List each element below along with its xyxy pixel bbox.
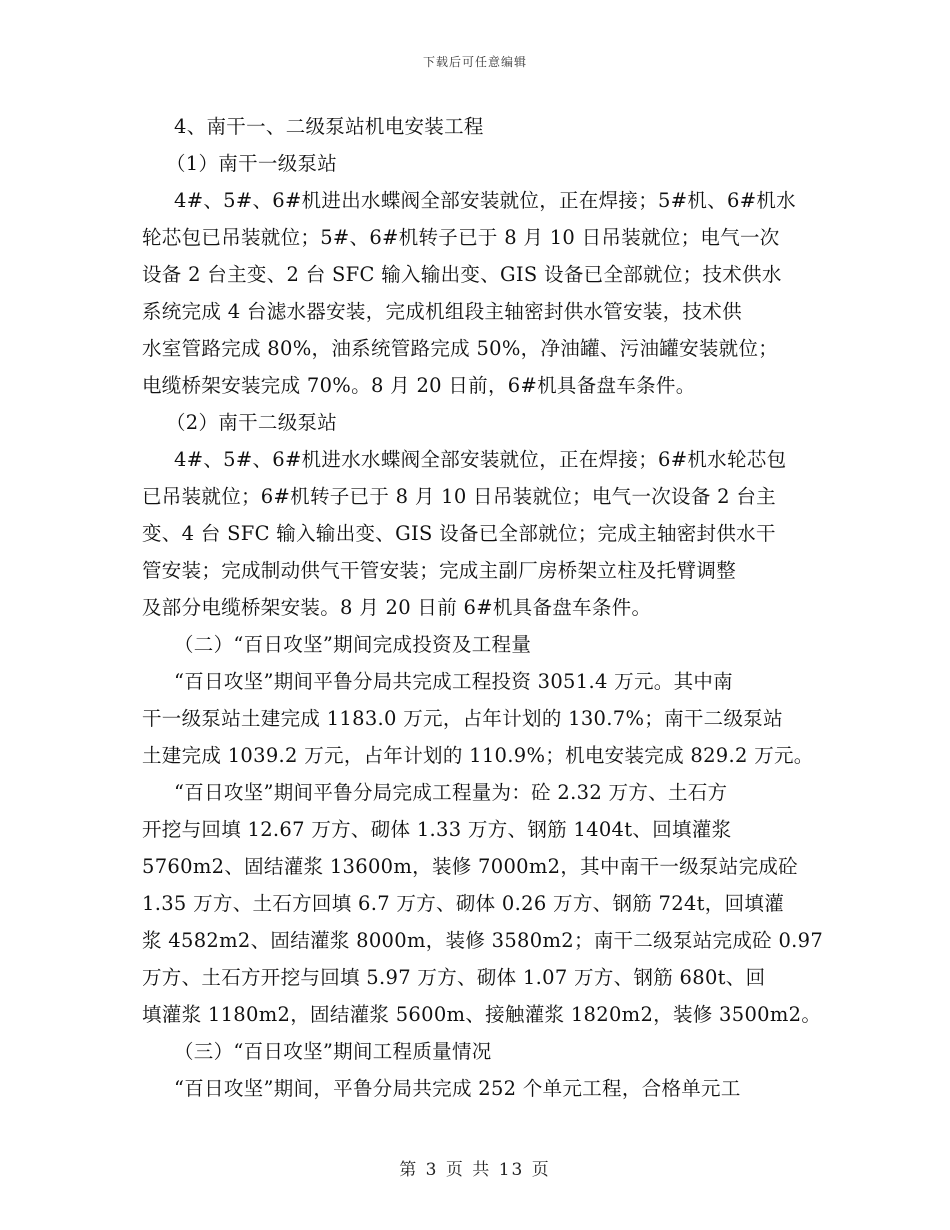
text-line: 5760m2、固结灌浆 13600m，装修 7000m2，其中南干一级泵站完成砼	[142, 855, 798, 878]
text-line: （二）“百日攻坚”期间完成投资及工程量	[174, 633, 532, 656]
document-body	[142, 108, 824, 1107]
text-line: （1）南干一级泵站	[166, 152, 338, 175]
text-line: “百日攻坚”期间，平鲁分局共完成 252 个单元工程，合格单元工	[174, 1077, 741, 1100]
text-line: 浆 4582m2、固结灌浆 8000m，装修 3580m2；南干二级泵站完成砼 0.97	[142, 929, 824, 952]
text-line: 土建完成 1039.2 万元，占年计划的 110.9%；机电安装完成 829.2 万元。	[142, 744, 814, 767]
text-line: 管安装；完成制动供气干管安装；完成主副厂房桥架立柱及托臂调整	[142, 559, 737, 582]
text-line: 及部分电缆桥架安装。8 月 20 日前 6#机具备盘车条件。	[142, 596, 652, 619]
text-line: 系统完成 4 台滤水器安装，完成机组段主轴密封供水管安装，技术供	[142, 300, 742, 323]
text-line: 电缆桥架安装完成 70%。8 月 20 日前，6#机具备盘车条件。	[142, 374, 696, 397]
text-line: 1.35 万方、土石方回填 6.7 万方、砌体 0.26 万方、钢筋 724t，回填灌	[142, 892, 784, 915]
text-line: 4#、5#、6#机进水水蝶阀全部安装就位，正在焊接；6#机水轮芯包	[174, 448, 787, 471]
text-line: 设备 2 台主变、2 台 SFC 输入输出变、GIS 设备已全部就位；技术供水	[142, 263, 782, 286]
text-line: “百日攻坚”期间平鲁分局完成工程量为：砼 2.32 万方、土石方	[174, 781, 728, 804]
page-header: 下载后可任意编辑	[422, 55, 527, 69]
text-line: “百日攻坚”期间平鲁分局共完成工程投资 3051.4 万元。其中南	[174, 670, 733, 693]
text-line: （三）“百日攻坚”期间工程质量情况	[174, 1040, 492, 1063]
text-line: 4#、5#、6#机进出水蝶阀全部安装就位，正在焊接；5#机、6#机水	[174, 189, 796, 212]
page-footer: 第 3 页 共 13 页	[399, 1160, 551, 1180]
text-line: 变、4 台 SFC 输入输出变、GIS 设备已全部就位；完成主轴密封供水干	[142, 522, 776, 545]
text-line: 干一级泵站土建完成 1183.0 万元，占年计划的 130.7%；南干二级泵站	[142, 707, 783, 730]
text-line: 水室管路完成 80%，油系统管路完成 50%，净油罐、污油罐安装就位；	[142, 337, 779, 360]
text-line: 填灌浆 1180m2，固结灌浆 5600m、接触灌浆 1820m2，装修 3500m2。	[142, 1003, 822, 1026]
text-line: 开挖与回填 12.67 万方、砌体 1.33 万方、钢筋 1404t、回填灌浆	[142, 818, 732, 841]
text-line: 轮芯包已吊装就位；5#、6#机转子已于 8 月 10 日吊装就位；电气一次	[142, 226, 780, 249]
text-line: 4、南干一、二级泵站机电安装工程	[174, 115, 484, 138]
text-line: 已吊装就位；6#机转子已于 8 月 10 日吊装就位；电气一次设备 2 台主	[142, 485, 776, 508]
text-line: 万方、土石方开挖与回填 5.97 万方、砌体 1.07 万方、钢筋 680t、回	[142, 966, 766, 989]
text-line: （2）南干二级泵站	[166, 411, 338, 434]
